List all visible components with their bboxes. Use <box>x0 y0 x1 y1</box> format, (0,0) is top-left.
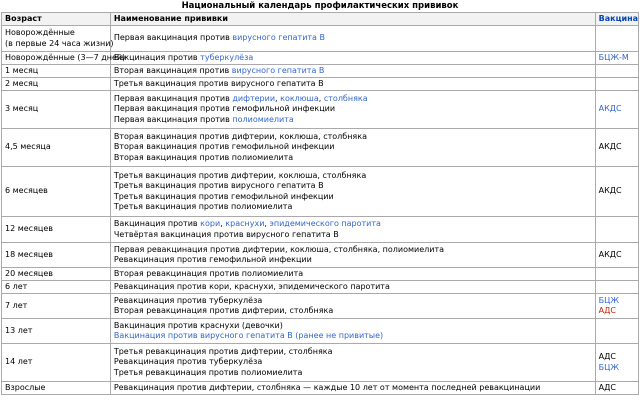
age-cell <box>2 217 111 243</box>
age-cell <box>2 268 111 281</box>
vaccination-text: , <box>318 93 324 103</box>
vaccination-text: Вакцинация против <box>113 219 201 228</box>
age-label: 18 месяцев <box>5 249 53 259</box>
vaccination-line <box>114 368 592 379</box>
table-caption: Национальный календарь профилактических прививок <box>181 1 459 11</box>
vaccination-line <box>114 33 592 44</box>
vaccination-text: Вторая ревакцинация против полиомиелита <box>113 268 304 278</box>
disease-link[interactable]: кори <box>200 219 221 228</box>
age-label: 1 месяц <box>5 65 39 75</box>
disease-link[interactable]: эпидемического паротита <box>269 219 381 228</box>
vaccination-line <box>114 219 592 230</box>
vaccination-text: Первая ревакцинация против дифтерии, коклюша, столбняка, полиомиелита <box>113 244 445 254</box>
vaccination-text: Третья ревакцинация против полиомиелита <box>113 367 303 377</box>
vaccination-line <box>114 255 592 266</box>
age-cell <box>2 52 126 65</box>
age-label: 6 месяцев <box>5 186 48 196</box>
vaccination-line <box>114 181 592 192</box>
vaccine-cell <box>595 91 638 129</box>
vaccination-line <box>114 104 592 115</box>
age-cell <box>2 167 111 217</box>
vaccine-link[interactable]: БЦЖ <box>598 295 619 305</box>
vaccine-cell <box>595 65 638 78</box>
table-body <box>2 26 639 395</box>
vaccination-line <box>114 321 592 332</box>
table-row <box>2 167 639 217</box>
vaccination-text: Ревакцинация против туберкулёза <box>113 357 263 367</box>
vaccination-line <box>114 202 592 213</box>
vaccination-line <box>114 53 592 64</box>
vaccination-line <box>114 94 592 105</box>
vaccine-cell <box>595 26 638 52</box>
table-row <box>2 243 639 268</box>
age-label: 3 месяц <box>5 104 39 114</box>
vaccination-line <box>114 230 592 241</box>
vaccination-name-cell <box>110 167 595 217</box>
vaccination-line <box>114 245 592 256</box>
age-cell <box>2 281 111 294</box>
vaccination-text: Третья вакцинация против дифтерии, коклюша, столбняка <box>113 170 367 180</box>
column-header-name: Наименование прививки <box>110 13 595 26</box>
vaccination-line <box>114 357 592 368</box>
age-label: 2 месяц <box>5 78 39 88</box>
age-cell <box>2 91 111 129</box>
vaccination-text: Ревакцинация против дифтерии, столбняка — каждые 10 лет от момента последней ревакцинации <box>113 382 541 392</box>
age-label: (в первые 24 часа жизни) <box>5 38 114 48</box>
vaccination-text: Первая вакцинация против гемофильной инфекции <box>113 104 336 114</box>
vaccination-line <box>114 269 592 280</box>
vaccination-name-cell <box>110 382 595 395</box>
vaccination-text: Ревакцинация против кори, краснухи, эпидемического паротита <box>113 281 390 291</box>
vaccine-label: АДС <box>598 382 616 392</box>
disease-link[interactable]: краснухи <box>225 219 265 228</box>
age-cell <box>2 294 111 319</box>
disease-link[interactable]: вирусного гепатита В <box>231 65 325 75</box>
vaccination-text: Первая вакцинация против <box>113 114 233 124</box>
table-row <box>2 26 639 52</box>
vaccine-cell <box>595 281 638 294</box>
vaccination-text: Вторая вакцинация против гемофильной инфекции <box>113 142 335 152</box>
vaccine-link[interactable]: АКДС <box>598 104 622 114</box>
vaccination-text: Первая вакцинация против <box>113 33 233 43</box>
disease-link[interactable]: коклюша <box>280 93 319 103</box>
vaccination-text: Третья ревакцинация против дифтерии, столбняка <box>113 346 333 356</box>
disease-link[interactable]: полиомиелита <box>232 114 294 124</box>
vaccination-line <box>114 153 592 164</box>
vaccination-text: Вторая вакцинация против <box>113 65 232 75</box>
column-header-vaccine[interactable]: Вакцина <box>595 13 638 26</box>
table-row <box>2 91 639 129</box>
vaccination-line <box>114 79 592 90</box>
vaccination-line <box>114 142 592 153</box>
vaccination-text: Ревакцинация против гемофильной инфекции <box>113 255 312 264</box>
vaccine-label: АДС <box>598 352 616 361</box>
vaccine-cell <box>595 268 638 281</box>
vaccination-line <box>114 331 592 342</box>
vaccine-entry <box>599 250 635 261</box>
vaccination-name-cell <box>110 129 595 167</box>
table-row <box>2 65 639 78</box>
vaccine-label: АКДС <box>598 249 622 259</box>
age-label: Взрослые <box>5 382 46 392</box>
vaccination-line <box>114 282 592 293</box>
disease-link[interactable]: дифтерии <box>232 93 276 103</box>
vaccine-entry <box>599 296 635 307</box>
age-label: Новорождённые (3—7 дней) <box>5 52 126 62</box>
vaccination-text: Вторая вакцинация против дифтерии, коклюша, столбняка <box>113 131 367 141</box>
vaccination-name-cell <box>110 26 595 52</box>
disease-link[interactable]: Вакцинация против вирусного гепатита В (ранее не привитые) <box>113 331 384 340</box>
age-cell <box>2 65 111 78</box>
vaccination-name-cell <box>110 65 595 78</box>
vaccination-name-cell <box>110 319 595 344</box>
table-row <box>2 281 639 294</box>
vaccination-text: Третья вакцинация против вирусного гепатита В <box>113 181 324 190</box>
vaccination-line <box>114 383 592 394</box>
age-cell <box>2 26 114 52</box>
column-header-age: Возраст <box>2 13 111 26</box>
age-label: 12 месяцев <box>5 224 53 234</box>
vaccination-name-cell <box>110 78 595 91</box>
age-cell <box>2 243 111 268</box>
vaccine-cell <box>595 382 638 395</box>
vaccine-link[interactable]: БЦЖ <box>598 362 619 372</box>
vaccine-entry <box>599 352 635 363</box>
vaccination-line <box>114 132 592 143</box>
vaccine-cell <box>595 319 638 344</box>
vaccination-text: Ревакцинация против туберкулёза <box>113 295 263 305</box>
vaccine-cell <box>595 167 638 217</box>
vaccination-name-cell <box>110 268 595 281</box>
vaccination-text: , <box>264 219 270 228</box>
vaccination-name-cell <box>110 91 595 129</box>
age-label: 13 лет <box>5 325 33 335</box>
vaccine-cell <box>595 217 638 243</box>
vaccine-cell <box>595 294 638 319</box>
table-header-row <box>2 13 639 26</box>
disease-link[interactable]: туберкулёза <box>200 52 254 62</box>
vaccine-entry <box>599 53 635 64</box>
age-cell <box>2 78 111 91</box>
table-row <box>2 129 639 167</box>
vaccination-name-cell <box>110 217 595 243</box>
vaccine-entry <box>599 306 635 317</box>
vaccination-text: Третья вакцинация против вирусного гепатита В <box>113 78 324 88</box>
vaccination-line <box>114 115 592 126</box>
vaccination-line <box>114 171 592 182</box>
table-row <box>2 344 639 382</box>
vaccination-text: Третья вакцинация против полиомиелита <box>113 202 293 211</box>
vaccine-entry <box>599 363 635 374</box>
vaccination-name-cell <box>110 344 595 382</box>
vaccination-name-cell <box>110 294 595 319</box>
vaccine-link[interactable]: БЦЖ-М <box>598 52 629 62</box>
disease-link[interactable]: вирусного гепатита В <box>232 33 325 43</box>
age-cell <box>2 319 111 344</box>
vaccination-line <box>114 66 592 77</box>
vaccine-cell <box>595 52 638 65</box>
vaccination-text: Первая вакцинация против <box>113 93 233 103</box>
age-cell <box>2 129 111 167</box>
table-row <box>2 382 639 395</box>
vaccination-text: , <box>220 219 226 228</box>
vaccination-line <box>114 296 592 307</box>
vaccination-text: Вакцинация против <box>113 52 201 62</box>
vaccination-text: , <box>275 93 281 103</box>
vaccine-entry <box>599 142 635 153</box>
vaccination-text: Четвёртая вакцинация против вирусного гепатита В <box>113 229 339 239</box>
vaccination-text: Вторая вакцинация против полиомиелита <box>113 152 294 162</box>
vaccination-name-cell <box>110 243 595 268</box>
table-row <box>2 319 639 344</box>
table-row <box>2 217 639 243</box>
vaccination-line <box>114 192 592 203</box>
vaccination-name-cell <box>110 52 595 65</box>
vaccine-label: АКДС <box>598 186 622 196</box>
vaccination-text: Вакцинация против краснухи (девочки) <box>113 320 283 330</box>
disease-link[interactable]: столбняка <box>323 93 368 103</box>
vaccine-cell <box>595 78 638 91</box>
vaccine-cell <box>595 243 638 268</box>
vaccine-entry <box>599 186 635 197</box>
age-label: 6 лет <box>5 281 28 291</box>
table-row <box>2 294 639 319</box>
table-row <box>2 78 639 91</box>
age-label: 4,5 месяца <box>5 142 51 152</box>
vaccine-cell <box>595 129 638 167</box>
vaccination-text: Вторая ревакцинация против дифтерии, столбняка <box>113 306 334 315</box>
vaccination-table <box>1 12 639 395</box>
age-label: 20 месяцев <box>5 268 53 278</box>
age-label: 14 лет <box>5 357 33 367</box>
age-cell <box>2 344 111 382</box>
vaccine-link[interactable]: АДС <box>598 306 616 315</box>
table-row <box>2 52 639 65</box>
age-cell <box>2 382 111 395</box>
vaccination-text: Третья вакцинация против гемофильной инфекции <box>113 191 334 201</box>
vaccination-line <box>114 347 592 358</box>
vaccination-name-cell <box>110 281 595 294</box>
vaccine-cell <box>595 344 638 382</box>
age-label: 7 лет <box>5 300 28 310</box>
age-label: Новорождённые <box>5 28 75 37</box>
vaccine-entry <box>599 383 635 394</box>
vaccine-entry <box>599 104 635 115</box>
vaccination-line <box>114 306 592 317</box>
table-row <box>2 268 639 281</box>
vaccine-label: АКДС <box>598 142 622 152</box>
